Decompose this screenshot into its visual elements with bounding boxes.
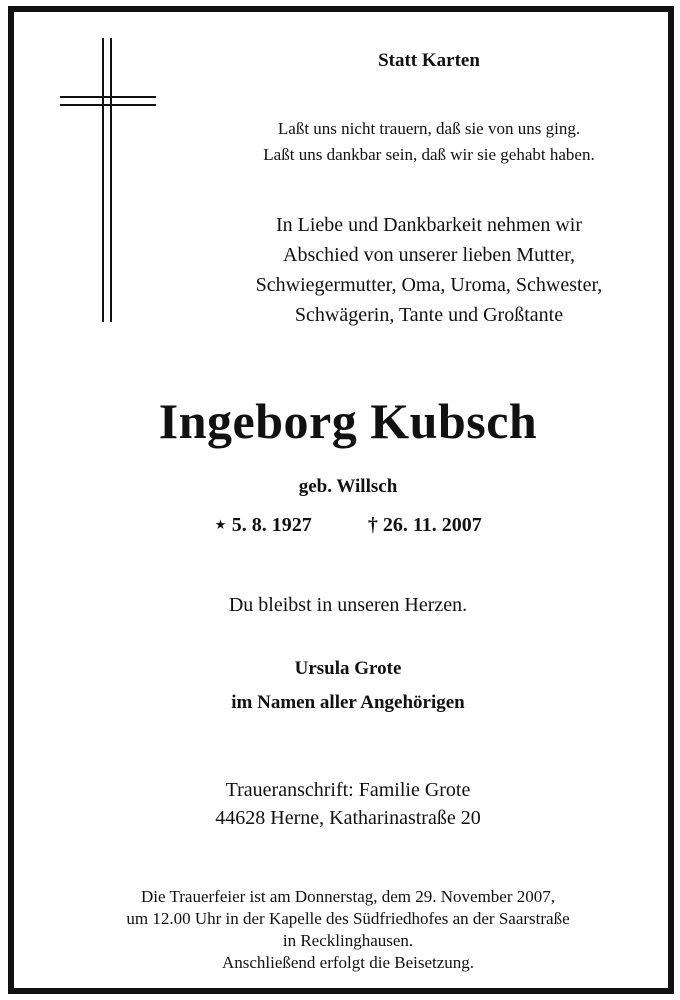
- farewell-line: Schwägerin, Tante und Großtante: [294, 304, 564, 326]
- death-date: † 26. 11. 2007: [367, 514, 482, 536]
- ceremony-info: [14, 886, 680, 974]
- ceremony-line: um 12.00 Uhr in der Kapelle des Südfriedhofes an der Saarstraße: [126, 909, 570, 928]
- life-dates: [14, 512, 680, 537]
- address-line: 44628 Herne, Katharinastraße 20: [215, 807, 481, 829]
- signer-note: im Namen aller Angehörigen: [231, 692, 465, 713]
- maiden-name: geb. Willsch: [298, 476, 398, 497]
- cross-icon: [60, 38, 160, 328]
- farewell-line: In Liebe und Dankbarkeit nehmen wir: [275, 214, 582, 236]
- notice-header: Statt Karten: [378, 50, 480, 71]
- ceremony-line: in Recklinghausen.: [282, 931, 414, 950]
- signer-block: [14, 652, 680, 720]
- birth-date: ⋆ 5. 8. 1927: [214, 514, 312, 536]
- ceremony-line: Anschließend erfolgt die Beisetzung.: [221, 953, 475, 972]
- mourning-address: [14, 776, 680, 832]
- poem-line: Laßt uns nicht trauern, daß sie von uns ging.: [277, 119, 581, 138]
- poem-line: Laßt uns dankbar sein, daß wir sie gehabt haben.: [263, 145, 595, 164]
- deceased-name: Ingeborg Kubsch: [158, 393, 538, 449]
- farewell-line: Schwiegermutter, Oma, Uroma, Schwester,: [255, 274, 603, 296]
- poem: [214, 116, 644, 168]
- closing-line: Du bleibst in unseren Herzen.: [228, 594, 468, 616]
- farewell-text: [214, 210, 644, 330]
- obituary-notice: [8, 6, 674, 994]
- signer-name: Ursula Grote: [294, 658, 402, 679]
- ceremony-line: Die Trauerfeier ist am Donnerstag, dem 29. November 2007,: [140, 887, 556, 906]
- address-line: Traueranschrift: Familie Grote: [225, 779, 471, 801]
- farewell-line: Abschied von unserer lieben Mutter,: [283, 244, 575, 266]
